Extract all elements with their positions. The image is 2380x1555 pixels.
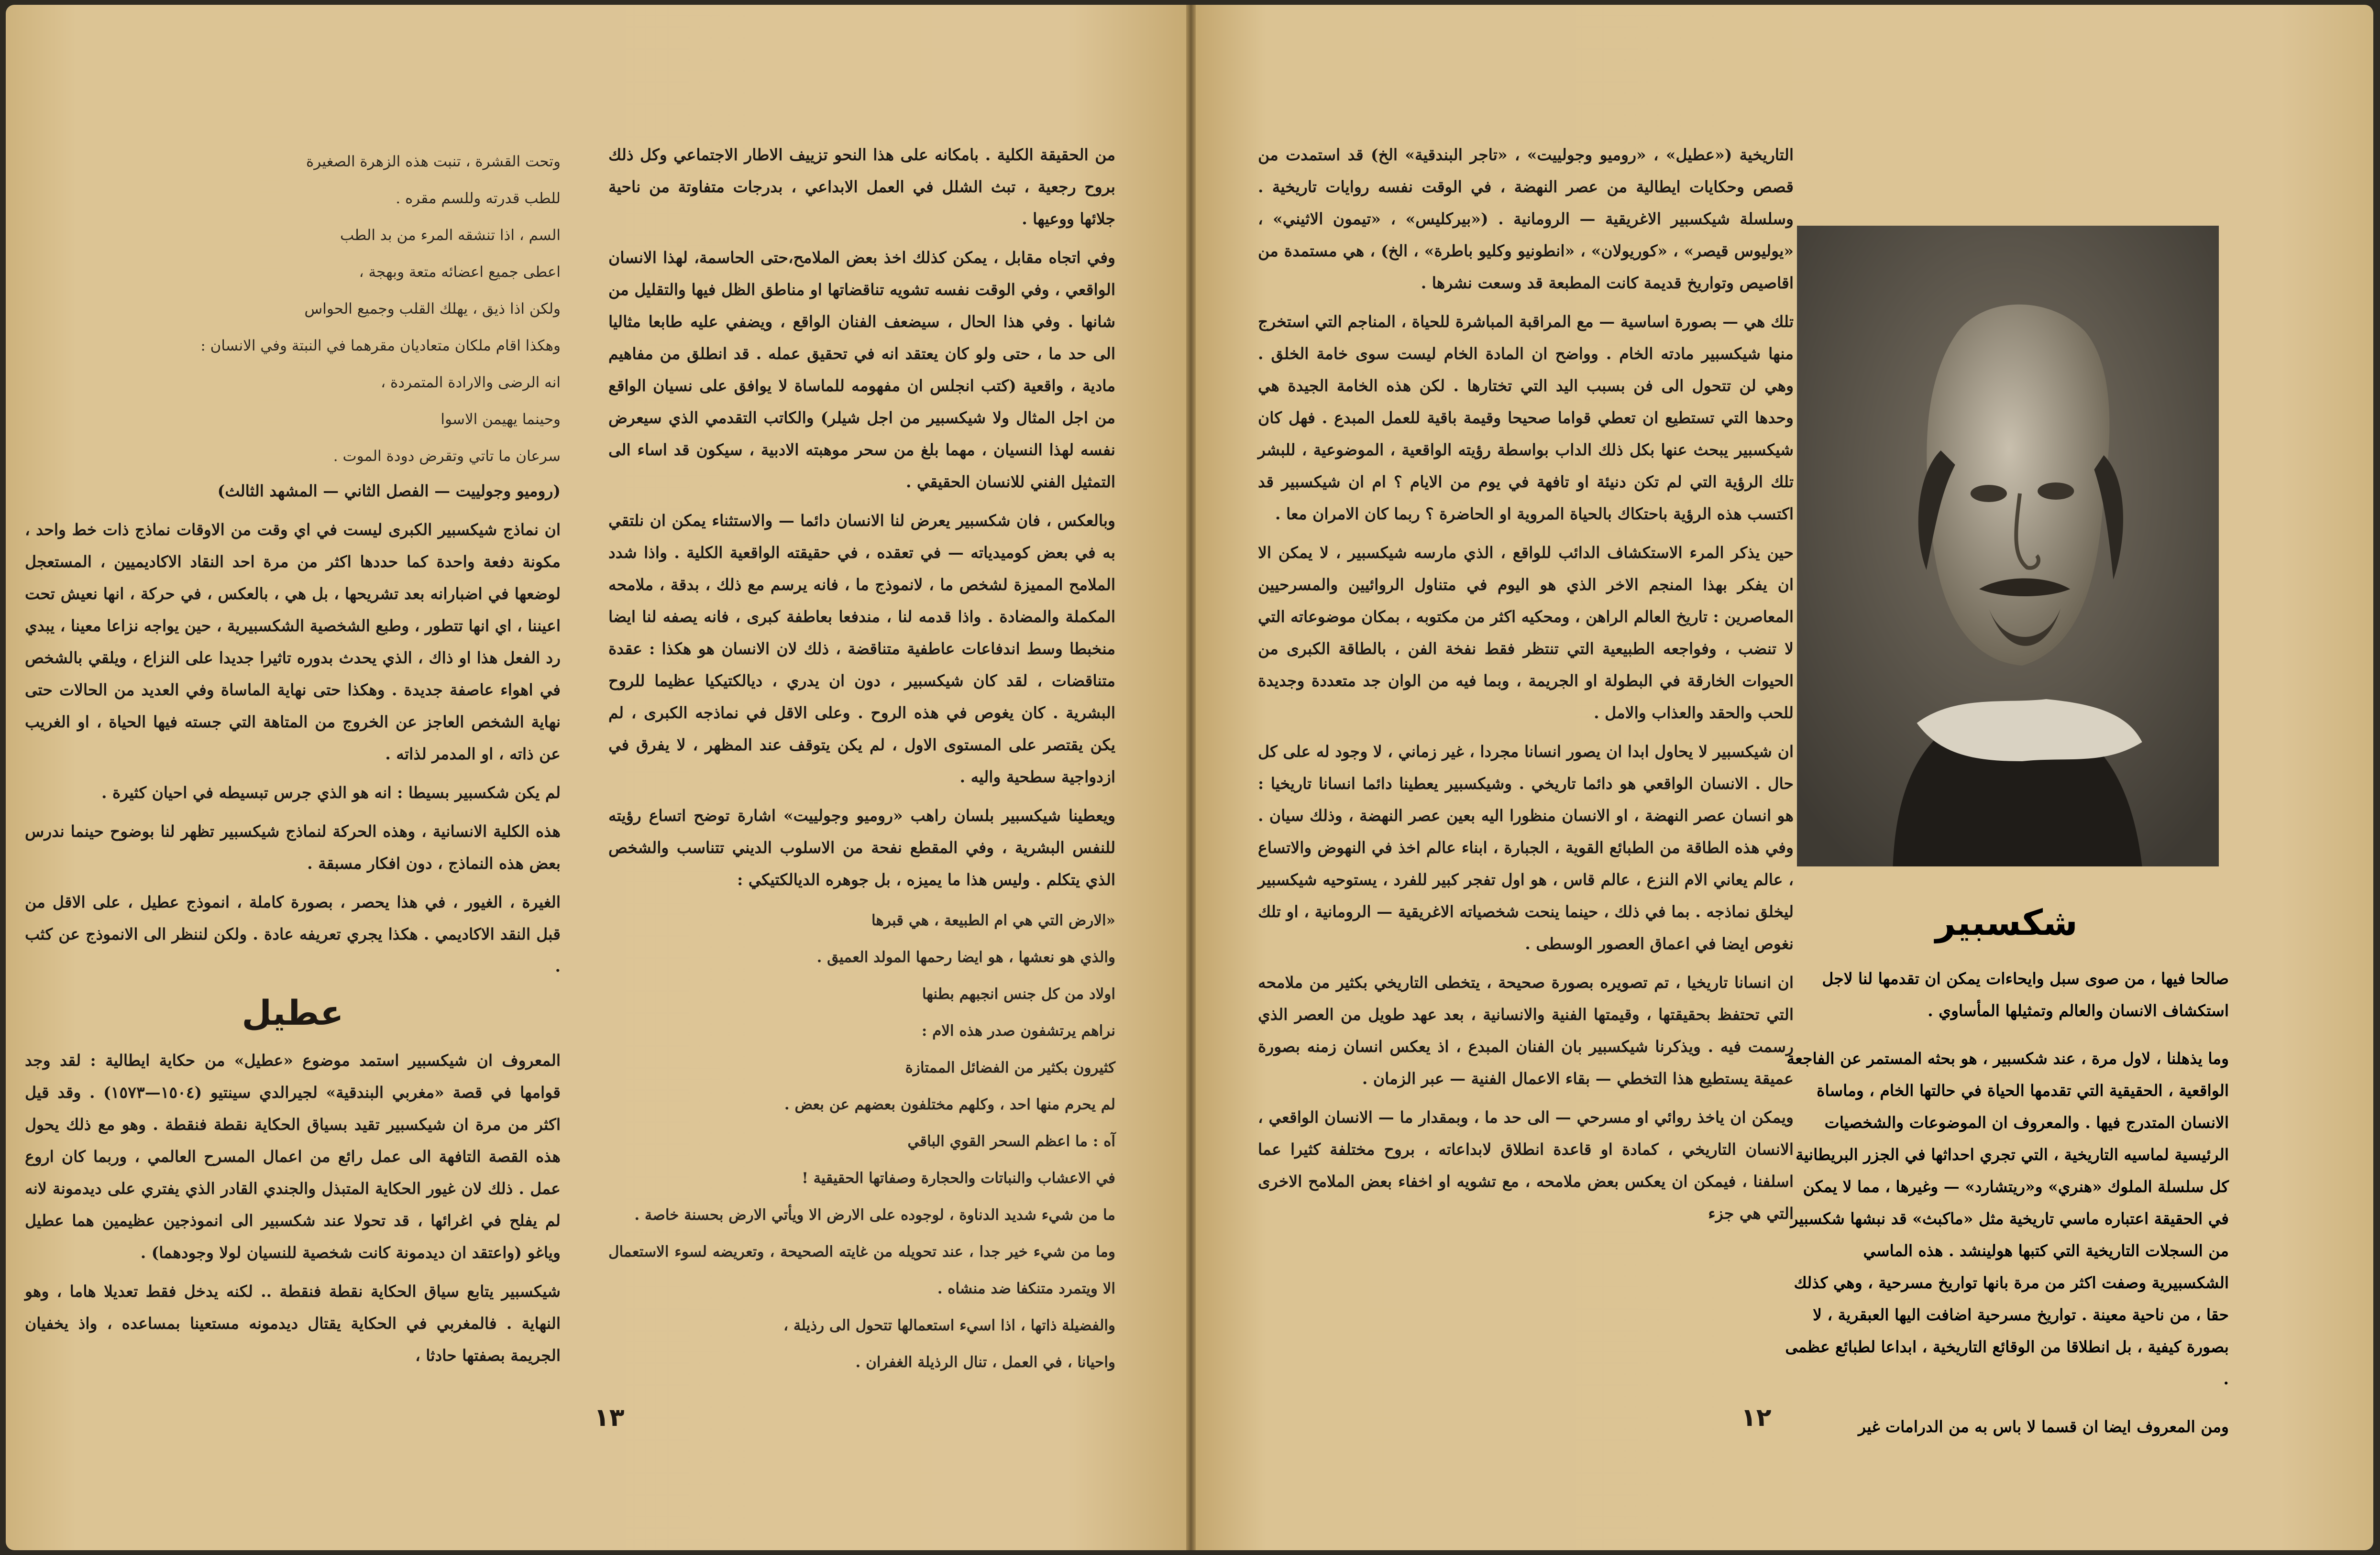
page-number: ١٢ [1741, 1403, 1772, 1432]
page-number: ١٣ [594, 1403, 625, 1432]
paragraph: ان شيكسبير لا يحاول ابدا ان يصور انسانا مجردا ، غير زماني ، لا وجود له على كل حال . الانسان الواقعي هو دائما تاريخي . وشيكسبير يعطينا دائما انسانا تاريخيا : هو انسان عصر النهضة ، او الانسان منظورا اليه بعين عصر النهضة ، وذلك سيان . وفي هذه الطاقة من الطبائع القوية ، الجبارة ، ابناء عالم اخذ في النهوض والاتساع ، عالم يعاني الام النزع ، عالم قاس ، هو اول تفجر كبير للفرد ، يستوحيه شيكسبير ليخلق نماذجه . بما في ذلك ، حينما ينحت شخصياته الاغريقية — الرومانية ، او تلك نغوص ايضا في اعماق العصور الوسطى . [1258, 742, 1794, 953]
book-gutter [1186, 5, 1196, 1550]
poem-line: وهكذا اقام ملكان متعاديان مقرهما في النبتة وفي الانسان : [200, 337, 561, 354]
paragraph: ويمكن ان ياخذ روائي او مسرحي — الى حد ما ، وبمقدار ما — الانسان الواقعي ، الانسان التاريخي ، كمادة او قاعدة انطلاق لابداعاته ، بروح مختلفة كثيرا عما اسلفنا ، فيمكن ان يعكس بعض ملامحه ، مع تشويه او اخفاء بعض الملامح الاخرى التي هي جزء [1258, 1108, 1794, 1223]
poem-line: والفضيلة ذاتها ، اذا اسيء استعمالها تتحول الى رذيلة ، [783, 1317, 1115, 1334]
poem-line: والذي هو نعشها ، هو ايضا رحمها المولد العميق . [816, 949, 1115, 966]
poem-line: ما من شيء شديد الدناوة ، لوجوده على الارض الا ويأتي الارض بحسنة خاصة . [634, 1206, 1115, 1224]
shakespeare-portrait [1797, 226, 2219, 866]
paragraph: ويعطينا شيكسبير بلسان راهب «روميو وجولييت» اشارة توضح اتساع رؤيته للنفس البشرية ، وفي المقطع نفحة من الاسلوب الديني تتناسب والشخص الذي يتكلم . وليس هذا ما يميزه ، بل جوهره الديالكتيكي : [608, 806, 1115, 889]
poem-line: لم يحرم منها احد ، وكلهم مختلفون بعضهم عن بعض . [784, 1096, 1115, 1113]
poem-citation: (روميو وجولييت — الفصل الثاني — المشهد الثالث) [217, 482, 561, 500]
paragraph: تلك هي — بصورة اساسية — مع المراقبة المباشرة للحياة ، المناجم التي استخرج منها شيكسبير مادته الخام . وواضح ان المادة الخام ليست سوى خامة الخلق . وهي لن تتحول الى فن بسبب اليد التي تختارها . لكن هذه الخامة الجيدة هي وحدها التي تستطيع ان تعطي قواما صحيحا وقيمة باقية للعمل المبدع . فهل كان شيكسبير يبحث عنها بكل ذلك الداب بواسطة رؤيته الواقعية ، الموضوعية ، للبشر تلك الرؤية التي لم تكن دنيئة او تافهة في يوم من الايام ؟ ام ان شيكسبير قد اكتسب هذه الرؤية باحتكاك بالحياة المروية او الحاضرة ؟ ربما كان الامران معا . [1258, 312, 1794, 523]
paragraph: ومن المعروف ايضا ان قسما لا باس به من الدرامات غير [1858, 1417, 2229, 1436]
left-page-column-a [608, 139, 1115, 1381]
poem-line: آه : ما اعظم السحر القوي الباقي [907, 1133, 1115, 1150]
poem-line: السم ، اذا تنشقه المرء من بد الطب [340, 227, 561, 244]
paragraph: صالحا فيها ، من صوى سبل وايحاءات يمكن ان تقدمها لنا لاجل استكشاف الانسان والعالم وتمثيلها المأساوي . [1822, 969, 2229, 1020]
poem-line: كثيرون بكثير من الفضائل الممتازة [905, 1059, 1115, 1076]
poem-line: واحيانا ، في العمل ، تنال الرذيلة الغفران . [855, 1354, 1115, 1371]
paragraph: المعروف ان شيكسبير استمد موضوع «عطيل» من حكاية ايطالية : لقد وجد قوامها في قصة «مغربي البندقية» لجيرالدي سينتيو (١٥٠٤—١٥٧٣) . وقد قيل اكثر من مرة ان شيكسبير تقيد بسياق الحكاية نقطة فنقطة . وهو مع ذلك يحول هذه القصة التافهة الى عمل رائع من اعمال المسرح العالمي ، وربما كان اروع عمل . ذلك لان غيور الحكاية المتبذل والجندي القادر الذي يفتري على ديدمونة لانه لم يفلح في اغرائها ، قد تحولا عند شكسبير الى انموذجين عظيمين هما عطيل وياغو (واعتقد ان ديدمونة كانت شخصية للنسيان لولا وجودهما) . [25, 1051, 561, 1262]
poem-line: سرعان ما تاتي وتقرض دودة الموت . [333, 448, 561, 465]
poem-line: نراهم يرتشفون صدر هذه الام : [921, 1022, 1115, 1040]
paragraph: ان انسانا تاريخيا ، تم تصويره بصورة صحيحة ، يتخطى التاريخي بكثير من ملامحه التي تحتفظ بحقيقتها ، وقيمتها الفنية والانسانية ، بعد عهد طويل من العصر الذي رسمت فيه . ويذكرنا شيكسبير بان الفنان المبدع ، اذ يعكس انسان زمنه بصورة عميقة يستطيع هذا التخطي — بقاء الاعمال الفنية — عبر الزمان . [1258, 973, 1794, 1088]
poem-line: في الاعشاب والنباتات والحجارة وصفاتها الحقيقية ! [802, 1170, 1115, 1187]
portrait-caption-block [1784, 894, 2229, 1458]
section-heading: عطيل [242, 993, 344, 1033]
portrait-caption-title: شكسبير [1935, 902, 2078, 943]
left-page [6, 5, 1186, 1550]
poem-line: وتحت القشرة ، تنبت هذه الزهرة الصغيرة [306, 153, 561, 170]
caption-text [1784, 963, 2229, 1443]
paragraph: هذه الكلية الانسانية ، وهذه الحركة لنماذج شيكسبير تظهر لنا بوضوح حينما ندرس بعض هذه النماذج ، دون افكار مسبقة . [25, 822, 561, 873]
right-page-main-column [1258, 139, 1794, 1236]
paragraph: التاريخية («عطيل» ، «روميو وجولييت» ، «تاجر البندقية» الخ) قد استمدت من قصص وحكايات ايطالية من عصر النهضة ، في الوقت نفسه روايات تاريخية . وسلسلة شيكسبير الاغريقية — الرومانية . («بيركليس» ، «تيمون الاثيني» ، «يوليوس قيصر» ، «كوريولان» ، «انطونيو وكليو باطرة» ، الخ) ، هي مستمدة من اقاصيص وتواريخ قديمة كانت المطبعة قد وسعت نشرها . [1258, 145, 1794, 292]
paragraph: حين يذكر المرء الاستكشاف الدائب للواقع ، الذي مارسه شيكسبير ، لا يمكن الا ان يفكر بهذا المنجم الاخر الذي هو اليوم في متناول الروائيين والمسرحيين المعاصرين : تاريخ العالم الراهن ، ومحكيه اكثر من مكتوبه ، بمكان موضوعاته التي لا تنضب ، وفواجعه الطبيعية التي تنتظر فقط نفخة الفن ، بالطاقة الكبرى من الحيوات الخارقة في البطولة او الجريمة ، وبما فيه من الوان جد متعددة وجديدة للحب والحقد والعذاب والامل . [1258, 543, 1794, 722]
paragraph: ان نماذج شيكسبير الكبرى ليست في اي وقت من الاوقات نماذج ذات خط واحد ، مكونة دفعة واحدة كما حددها اكثر من مرة احد النقاد الاكاديميين ، المستعجل لوضعها في اضبارانه بعد تشريحها ، بل هي ، بالعكس ، في حركة ، انها نعيش تحت اعيننا ، اي انها تتطور ، وطبع الشخصية الشكسبيرية ، حين يواجه نزاعا معينا ، يبدي رد الفعل هذا او ذاك ، الذي يحدث بدوره تاثيرا جديدا على النزاع ، ويلقي بالشخص في اهواء عاصفة جديدة . وهكذا حتى نهاية الماساة وفي العديد من الحالات حتى نهاية الشخص العاجز عن الخروج من المتاهة التي جسته فيها الحياة ، او الغريب عن ذاته ، او المدمر لذاته . [25, 520, 561, 763]
paragraph: شيكسبير يتابع سياق الحكاية نقطة فنقطة .. لكنه يدخل فقط تعديلا هاما ، وهو النهاية . فالمغربي في الحكاية يقتال ديدمونه مستعينا بمساعده ، واذ يخفيان الجريمة بصفتها حادثا ، [25, 1282, 561, 1365]
poem-line: اولاد من كل جنس انجبهم بطنها [922, 986, 1115, 1003]
paragraph: وما يذهلنا ، لاول مرة ، عند شكسبير ، هو بحثه المستمر عن الفاجعة الواقعية ، الحقيقية التي تقدمها الحياة في حالتها الخام ، وماساة الانسان المتدرج فيها . والمعروف ان الموضوعات والشخصيات الرئيسية لماسيه التاريخية ، التي تجري احداثها في الجزر البريطانية كل سلسلة الملوك «هنري» و«ريتشارد» — وغيرها ، مما لا يمكن في الحقيقة اعتباره ماسي تاريخية مثل «ماكبث» قد نبشها شكسبير من السجلات التاريخية التي كتبها هولينشد . هذه الماسي الشكسبيرية وصفت اكثر من مرة بانها تواريخ مسرحية ، وهي كذلك حقا ، من ناحية معينة . تواريخ مسرحية اضافت اليها العبقرية ، لا بصورة كيفية ، بل انطلاقا من الوقائع التاريخية ، ابداعا لطبائع عظمى . [1785, 1049, 2229, 1388]
poem-line: للطب قدرته وللسم مقره . [396, 190, 561, 207]
poem-line: وما من شيء خير جدا ، عند تحويله من غايته الصحيحة ، وتعريضه لسوء الاستعمال الا ويتمرد متنكفا ضد منشاه . [608, 1243, 1115, 1297]
poem-line: اعطى جميع اعضائه متعة وبهجة ، [359, 263, 561, 281]
portrait-image [1797, 226, 2219, 866]
left-page-column-b [25, 143, 561, 1378]
poem-line: «الارض التي هي ام الطبيعة ، هي قبرها [871, 912, 1115, 929]
poem-line: ولكن اذا ذيق ، يهلك القلب وجميع الحواس [304, 300, 561, 318]
paragraph: وبالعكس ، فان شكسبير يعرض لنا الانسان دائما — والاستثناء يمكن ان نلتقي به في بعض كوميدياته — في تعقده ، في حقيقته الواقعية الكلية . واذا شدد الملامح المميزة لشخص ما ، لانموذج ما ، فانه يرسم مع ذلك ، بدقة ، ملامحه المكملة والمضادة . واذا قدمه لنا ، مندفعا بعاطفة كبرى ، فانه يصفه لنا ايضا منخبطا وسط اندفاعات عاطفية متناقضة ، ذلك لان الانسان هو هكذا : عقدة متناقضات ، لقد كان شيكسبير ، دون ان يدري ، ديالكتيكيا عظيما للروح البشرية . كان يغوص في هذه الروح . وعلى الاقل في نماذجه الكبرى ، لم يكن يقتصر على المستوى الاول ، لم يكن يتوقف عند المظهر ، لا يفرق في ازدواجية سطحية واليه . [608, 511, 1115, 786]
paragraph: الغيرة ، الغيور ، في هذا يحصر ، بصورة كاملة ، انموذج عطيل ، على الاقل من قبل النقد الاكاديمي . هكذا يجري تعريفه عادة . ولكن لننظر الى الانموذج عن كثب . [25, 893, 561, 975]
poem-line: وحينما يهيمن الاسوا [441, 411, 561, 428]
paragraph: من الحقيقة الكلية . بامكانه على هذا النحو تزييف الاطار الاجتماعي وكل ذلك بروح رجعية ، تبث الشلل في العمل الابداعي ، بدرجات متفاوتة من ناحية جلائها ووعيها . [608, 145, 1115, 228]
paragraph: لم يكن شكسبير بسيطا : انه هو الذي جرس تبسيطه في احيان كثيرة . [101, 783, 561, 802]
right-page [1196, 5, 2373, 1550]
paragraph: وفي اتجاه مقابل ، يمكن كذلك اخذ بعض الملامح،حتى الحاسمة، لهذا الانسان الواقعي ، وفي الوقت نفسه تشويه تناقضاتها او مناطق الظل فيها والتقليل من شانها . وفي هذا الحال ، سيضعف الفنان الواقع ، ويضفي عليه طابعا مثاليا الى حد ما ، حتى ولو كان يعتقد انه في تحقيق عمله . قد انطلق من مفاهيم مادية ، واقعية (كتب انجلس ان مفهومه للماساة لا يوافق على نسيان الواقع من اجل المثال ولا شيكسبير من اجل شيلر) والكاتب التقدمي الذي سيعرض نفسه لهذا النسيان ، مهما بلغ من سحر موهبته الادبية ، سيكون قد اساء الى التمثيل الفني للانسان الحقيقي . [608, 248, 1115, 491]
poem-line: انه الرضى والارادة المتمردة ، [381, 374, 561, 391]
